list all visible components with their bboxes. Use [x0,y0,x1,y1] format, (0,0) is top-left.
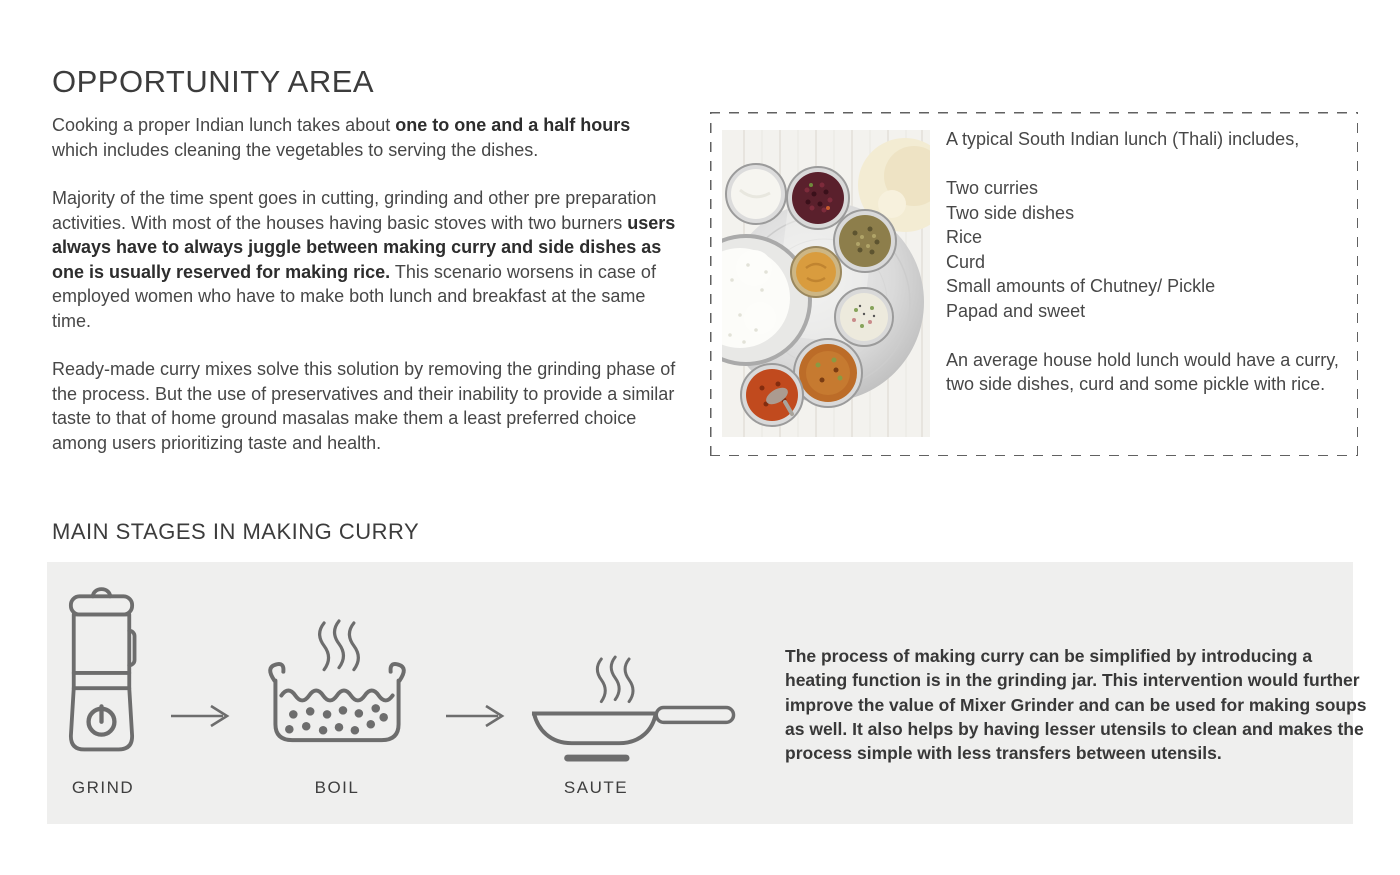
stages-heading: MAIN STAGES IN MAKING CURRY [52,519,420,544]
thali-note: An average house hold lunch would have a curry, two side dishes, curd and some pickle with rice. [946,349,1339,394]
intro-p1-pre: Cooking a proper Indian lunch takes about [52,115,396,135]
intro-paragraph-1 [52,113,680,162]
stage-label-saute: SAUTE [563,778,629,797]
thali-item: Two side dishes [946,202,1075,223]
thali-info-box [710,112,1358,456]
arrow-right-icon [170,703,232,729]
thali-item: Small amounts of Chutney/ Pickle [946,276,1216,296]
thali-photo [722,130,930,437]
thali-items-list [946,176,1344,323]
thali-item: Rice [946,227,983,247]
intro-p2-post: This scenario worsens in case of employed women who have to make both lunch and breakfast at the same time. [52,261,656,331]
stage-label-boil: BOIL [314,778,360,797]
mixer-grinder-icon [68,584,135,757]
intro-p2-pre: Majority of the time spent goes in cutting, grinding and other pre preparation activities. With most of the houses having basic stoves with two burners [52,188,657,233]
intro-p1-bold: one to one and a half hours [395,115,631,135]
intro-paragraph-3: Ready-made curry mixes solve this solution by removing the grinding phase of the process. But the use of preservatives and their inability to provide a similar taste to that of home ground masalas make them a least preferred choice among users prioritizing taste and health. [52,359,676,453]
intro-p1-post: which includes cleaning the vegetables to serving the dishes. [52,139,539,160]
thali-item: Papad and sweet [946,300,1086,321]
stage-label-grind: GRIND [71,778,135,797]
stages-panel [47,562,1367,824]
stages-description: The process of making curry can be simplified by introducing a heating function is in the grinding jar. This intervention would further improve the value of Mixer Grinder and can be used for making soups as well. It also helps by having lesser utensils to clean and makes the process simple with less transfers between utensils. [785,646,1367,764]
thali-item: Curd [946,251,986,272]
intro-p2-bold: users always have to always juggle between making curry and side dishes as one is usually reserved for making rice. [52,212,676,282]
thali-heading: A typical South Indian lunch (Thali) includes, [946,129,1300,149]
page-title: OPPORTUNITY AREA [52,64,375,99]
saute-pan-icon [530,657,738,764]
arrow-right-icon [445,703,507,729]
thali-item: Two curries [946,178,1039,198]
boiling-pot-icon [262,619,412,764]
intro-paragraph-2 [52,186,680,333]
thali-text-column [946,127,1344,397]
